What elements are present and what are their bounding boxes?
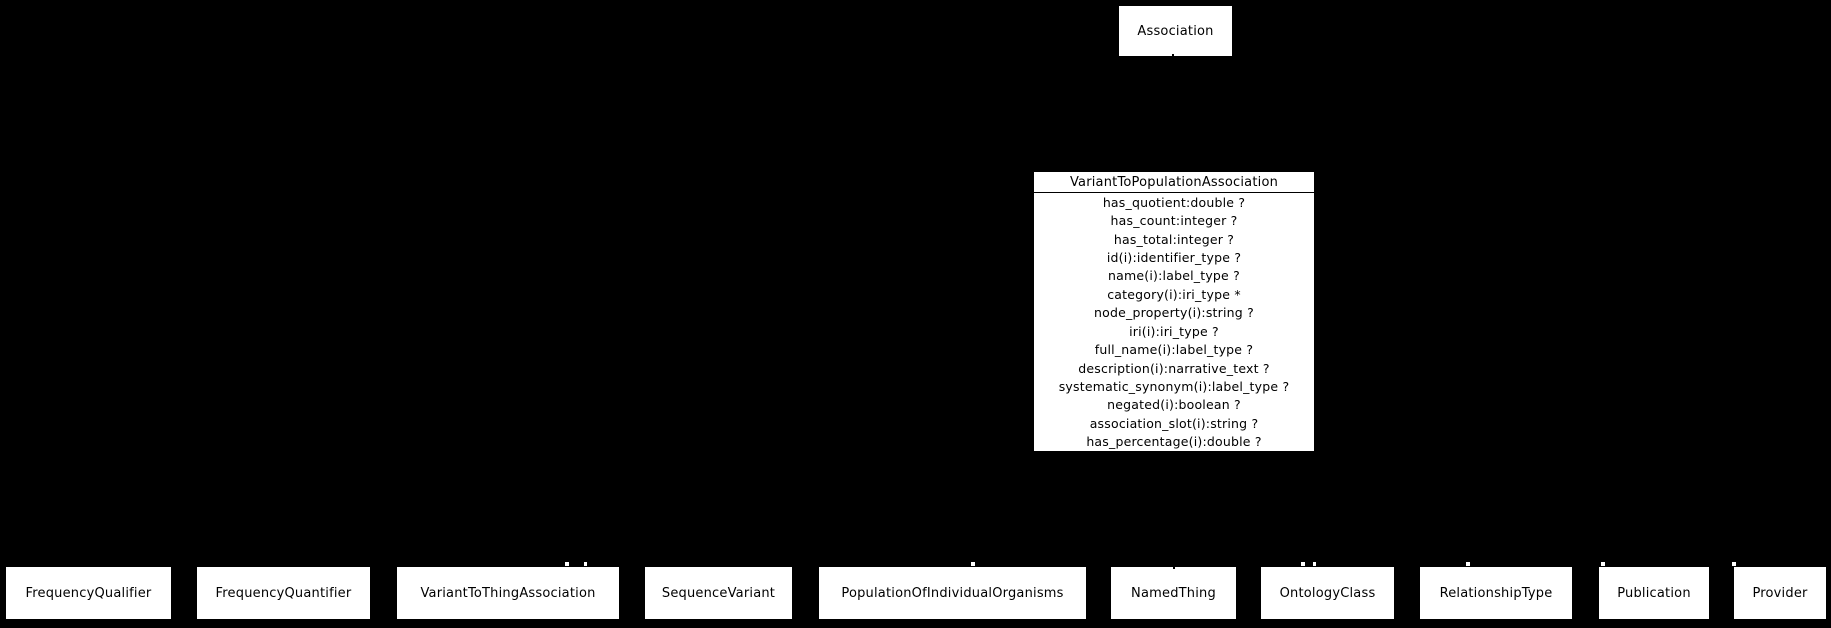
node-association[interactable]: [1118, 5, 1233, 57]
edge-stub: [1172, 54, 1174, 57]
class-attribute-row: full_name(i):label_type ?: [1094, 342, 1254, 358]
edge-stub: [1173, 566, 1175, 569]
node-ontology-class[interactable]: [1260, 566, 1395, 620]
class-title: VariantToPopulationAssociation: [1034, 172, 1314, 193]
node-label: SequenceVariant: [661, 585, 776, 601]
node-frequency-quantifier[interactable]: [196, 566, 371, 620]
edge-arrowhead-remnant: [1301, 562, 1305, 566]
node-label: VariantToThingAssociation: [420, 585, 596, 601]
class-attribute-row: negated(i):boolean ?: [1107, 397, 1241, 413]
node-label: PopulationOfIndividualOrganisms: [841, 585, 1064, 601]
node-label: FrequencyQualifier: [25, 585, 152, 601]
edge-arrowhead-remnant: [565, 562, 569, 566]
class-attribute-list: [1034, 193, 1314, 451]
edge-arrowhead-remnant: [1466, 562, 1470, 566]
node-variant-to-thing-association[interactable]: [396, 566, 620, 620]
node-label: NamedThing: [1131, 585, 1216, 601]
edge-arrowhead-remnant: [1313, 562, 1316, 566]
node-label: RelationshipType: [1439, 585, 1553, 601]
node-sequence-variant[interactable]: [644, 566, 793, 620]
class-attribute-row: has_quotient:double ?: [1102, 194, 1246, 210]
class-attribute-row: id(i):identifier_type ?: [1106, 249, 1242, 265]
edge-arrowhead-remnant: [584, 562, 587, 566]
class-attribute-row: systematic_synonym(i):label_type ?: [1058, 378, 1290, 394]
class-attribute-row: node_property(i):string ?: [1094, 305, 1254, 321]
edge-arrowhead-remnant: [971, 562, 975, 566]
class-attribute-row: has_percentage(i):double ?: [1086, 434, 1262, 450]
node-label: Publication: [1617, 585, 1691, 601]
class-attribute-row: category(i):iri_type *: [1107, 286, 1241, 302]
edge-arrowhead-remnant: [1601, 562, 1605, 566]
class-attribute-row: description(i):narrative_text ?: [1078, 360, 1270, 376]
edge-arrowhead-remnant: [1732, 562, 1736, 566]
node-frequency-qualifier[interactable]: [5, 566, 172, 620]
node-relationship-type[interactable]: [1419, 566, 1573, 620]
node-label: OntologyClass: [1279, 585, 1376, 601]
class-attribute-row: has_count:integer ?: [1110, 213, 1238, 229]
class-attribute-row: iri(i):iri_type ?: [1129, 323, 1219, 339]
node-label: FrequencyQuantifier: [215, 585, 352, 601]
class-attribute-row: has_total:integer ?: [1113, 231, 1235, 247]
node-provider[interactable]: [1733, 566, 1827, 620]
class-attribute-row: name(i):label_type ?: [1108, 268, 1240, 284]
node-publication[interactable]: [1598, 566, 1710, 620]
class-attribute-row: association_slot(i):string ?: [1089, 415, 1259, 431]
node-named-thing[interactable]: [1110, 566, 1237, 620]
node-variant-to-population-association[interactable]: [1033, 171, 1315, 452]
node-population-of-individual-organisms[interactable]: [818, 566, 1087, 620]
node-label: Provider: [1752, 585, 1808, 601]
node-association-label: Association: [1137, 23, 1214, 39]
